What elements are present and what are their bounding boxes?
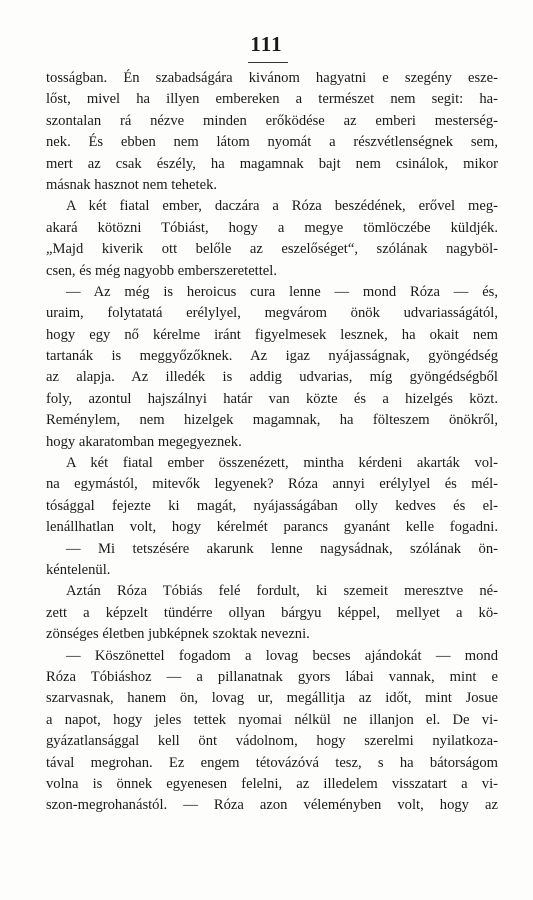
text-line: hogy egy nő kérelme iránt figyelmesek lesznek, ha okait nem (46, 326, 498, 343)
text-line: na egymástól, mitevők legyenek? Róza annyi erélylyel és mél- (46, 476, 498, 493)
text-line: A két fiatal ember, daczára a Róza beszédének, erővel meg- (66, 198, 498, 215)
text-line: gyázatlansággal kell önt vádolnom, hogy szerelmi nyilatkoza- (46, 733, 498, 750)
text-line: az alapja. Az illedék is addig udvarias, míg gyöngédségből (46, 369, 498, 386)
text-line: szarvasnak, hanem ön, lovag ur, megállitja az időt, mint Josue (46, 690, 498, 707)
text-line: Aztán Róza Tóbiás felé fordult, ki szemeit meresztve né- (66, 583, 498, 600)
text-line: volna is önnek egyenesen felelni, az illedelem visszatart a vi- (46, 775, 498, 792)
text-line: — Az még is heroicus cura lenne — mond Róza — és, (66, 283, 498, 300)
text-line: „Majd kiverik ott belőle az eszelőséget“, szólának nagyböl- (46, 241, 498, 258)
body-text (46, 68, 498, 817)
text-line: tosságban. Én szabadságára kivánom hagyatni e szegény esze- (46, 70, 498, 86)
page-number-rule (248, 62, 288, 63)
text-line: Róza Tóbiáshoz — a pillanatnak gyors lábai vannak, mint e (46, 668, 498, 685)
text-line: tával megrohan. Ez engem tétovázóvá tesz, s ha bátorságom (46, 754, 498, 771)
text-line: akará kötözni Tóbiást, hogy a megye tömlöczébe küldjék. (46, 219, 498, 236)
text-line: — Köszönettel fogadom a lovag becses ajándokát — mond (66, 647, 498, 664)
text-line: Reménylem, nem hizelgek magamnak, ha fölteszem önökről, (46, 412, 498, 429)
text-line: tósággal fejezte ki magát, nyájasságában olly kedves és el- (46, 497, 498, 514)
text-line: mert az csak észély, ha magamnak bajt nem csinálok, mikor (46, 155, 498, 172)
text-line: szon-megrohanástól. — Róza azon véleményben volt, hogy az (46, 797, 498, 814)
text-line: zett a képzelt tündérre ollyan bárgyu képpel, mellyet a kö- (46, 604, 498, 621)
page-number: 111 (250, 32, 283, 56)
text-line: lőst, mivel ha illyen embereken a természet nem segit: ha- (46, 91, 498, 108)
text-line: kéntelenül. (46, 561, 111, 578)
text-line: uraim, folytatatá erélylyel, megvárom önök udvariasságától, (46, 305, 498, 322)
text-line: nek. És ebben nem látom nyomát a részvétlenségnek sem, (46, 134, 498, 151)
text-line: foly, azontul hajszálnyi határ van közte és a hizelgés közt. (46, 390, 498, 407)
text-line: másnak hasznot nem tehetek. (46, 176, 218, 193)
text-line: tartanák is meggyőzőknek. Az igaz nyájasságnak, gyöngédség (46, 348, 498, 365)
text-line: szontalan rá nézve minden erőködése az emberi mesterség- (46, 112, 498, 129)
text-line: A két fiatal ember összenézett, mintha kérdeni akarták vol- (66, 455, 498, 472)
text-line: csen, és még nagyobb emberszeretettel. (46, 262, 277, 279)
text-line: — Mi tetszésére akarunk lenne nagysádnak, szólának ön- (66, 540, 498, 557)
text-line: lenállhatlan volt, hogy kérelmét parancs gyanánt kelle fogadni. (46, 519, 498, 536)
text-line: a napot, hogy jeles tettek nyomai nélkül ne illanjon el. De vi- (46, 711, 498, 728)
text-line: zönséges életben jubképnek szoktak nevezni. (46, 626, 310, 643)
text-line: hogy akaratomban megegyeznek. (46, 433, 242, 450)
